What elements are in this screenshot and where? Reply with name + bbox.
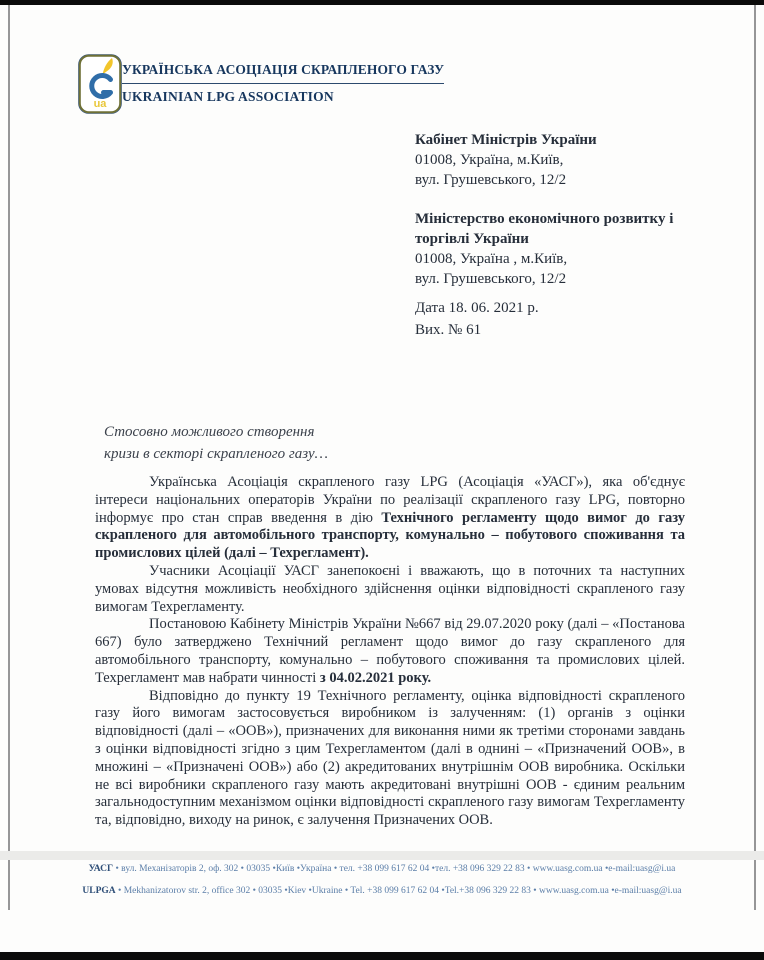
uasg-logo-icon xyxy=(78,54,122,114)
body-paragraphs xyxy=(95,474,685,830)
footer-org-label: ULPGA xyxy=(82,886,116,896)
letter-meta xyxy=(415,297,539,341)
recipient-address-line: 01008, Україна , м.Київ, xyxy=(415,251,568,267)
scan-top-border xyxy=(0,0,764,5)
recipient-name: Кабінет Міністрів України xyxy=(415,132,597,148)
recipient-address-line: вул. Грушевського, 12/2 xyxy=(415,172,567,188)
footer-details: • Mekhanizatorov str. 2, office 302 • 03035 •Kiev •Ukraine • Tel. +38 099 617 62 04 •Tel.+38 096 329 22 83 • www.uasg.com.ua •e-mail:uasg@i.ua xyxy=(115,886,682,896)
recipient-block xyxy=(415,130,713,308)
paragraph: Відповідно до пункту 19 Технічного регламенту, оцінка відповідності скрапленого газу його вимогам застосовується виробником із залученням: (1) органів з оцінки відповідності (далі – «ООВ»), призначених для виконання ними як третіми сторонами завдань з оцінки відповідності згідно з цим Техрегламентом (далі в однині – «Призначений ООВ», в множині – «Призначені ООВ») або (2) акредитованих внутрішнім ООВ виробника. Оскільки не всі виробники скрапленого газу мають акредитовані внутрішні ООВ - єдиним реальним загальнодоступним механізмом оцінки відповідності скрапленого газу вимогам Техрегламенту та, відповідно, виходу на ринок, є залучення Призначених ООВ. xyxy=(95,687,685,829)
subject-line: Стосовно можливого створення xyxy=(104,424,315,440)
org-name-ukrainian: УКРАЇНСЬКА АСОЦІАЦІЯ СКРАПЛЕНОГО ГАЗУ xyxy=(122,62,444,84)
subject-block xyxy=(104,421,328,465)
scan-right-edge-line xyxy=(754,5,756,910)
footer-contact-block xyxy=(25,858,739,902)
scan-bottom-border xyxy=(0,952,764,960)
logo-ua-text: ua xyxy=(93,98,107,110)
footer-org-label: УАСГ xyxy=(88,864,114,874)
recipient-ministry-of-economy xyxy=(415,209,713,289)
letterhead xyxy=(122,62,444,105)
scan-left-edge-line xyxy=(8,5,10,910)
footer-details: • вул. Механізаторів 2, оф. 302 • 03035 •Київ •Україна • тел. +38 099 617 62 04 •тел. +38 096 329 22 83 • www.uasg.com.ua •e-mail:uasg@i.ua xyxy=(113,864,676,874)
footer-line-ulpga xyxy=(25,880,739,902)
date-line: Дата 18. 06. 2021 р. xyxy=(415,300,539,316)
org-name-english: UKRAINIAN LPG ASSOCIATION xyxy=(122,89,334,104)
ref-number-line: Вих. № 61 xyxy=(415,322,482,338)
paragraph: Українська Асоціація скрапленого газу LPG (Асоціація «УАСГ»), яка об'єднує інтереси національних операторів України по реалізації скрапленого газу LPG, повторно інформує про стан справ введення в дію Технічного регламенту щодо вимог до газу скрапленого для автомобільного транспорту, комунально – побутового споживання та промислових цілей (далі – Техрегламент). xyxy=(95,474,685,562)
footer-line-uasg xyxy=(25,858,739,880)
recipient-address-line: 01008, Україна, м.Київ, xyxy=(415,152,564,168)
recipient-address-line: вул. Грушевського, 12/2 xyxy=(415,271,567,287)
paragraph: Учасники Асоціації УАСГ занепокоєні і вважають, що в поточних та наступних умовах відсутня можливість необхідного здійснення оцінки відповідності скрапленого газу вимогам Техрегламенту. xyxy=(95,562,685,615)
recipient-name: Міністерство економічного розвитку і торгівлі України xyxy=(415,211,674,247)
recipient-cabinet-of-ministers xyxy=(415,130,713,190)
subject-line: кризи в секторі скрапленого газу… xyxy=(104,446,328,462)
paragraph: Постановою Кабінету Міністрів України №667 від 29.07.2020 року (далі – «Постанова 667) було затверджено Технічний регламент щодо вимог до газу скрапленого для автомобільного транспорту, комунально – побутового споживання та промислових цілей. Техрегламент мав набрати чинності з 04.02.2021 року. xyxy=(95,616,685,686)
